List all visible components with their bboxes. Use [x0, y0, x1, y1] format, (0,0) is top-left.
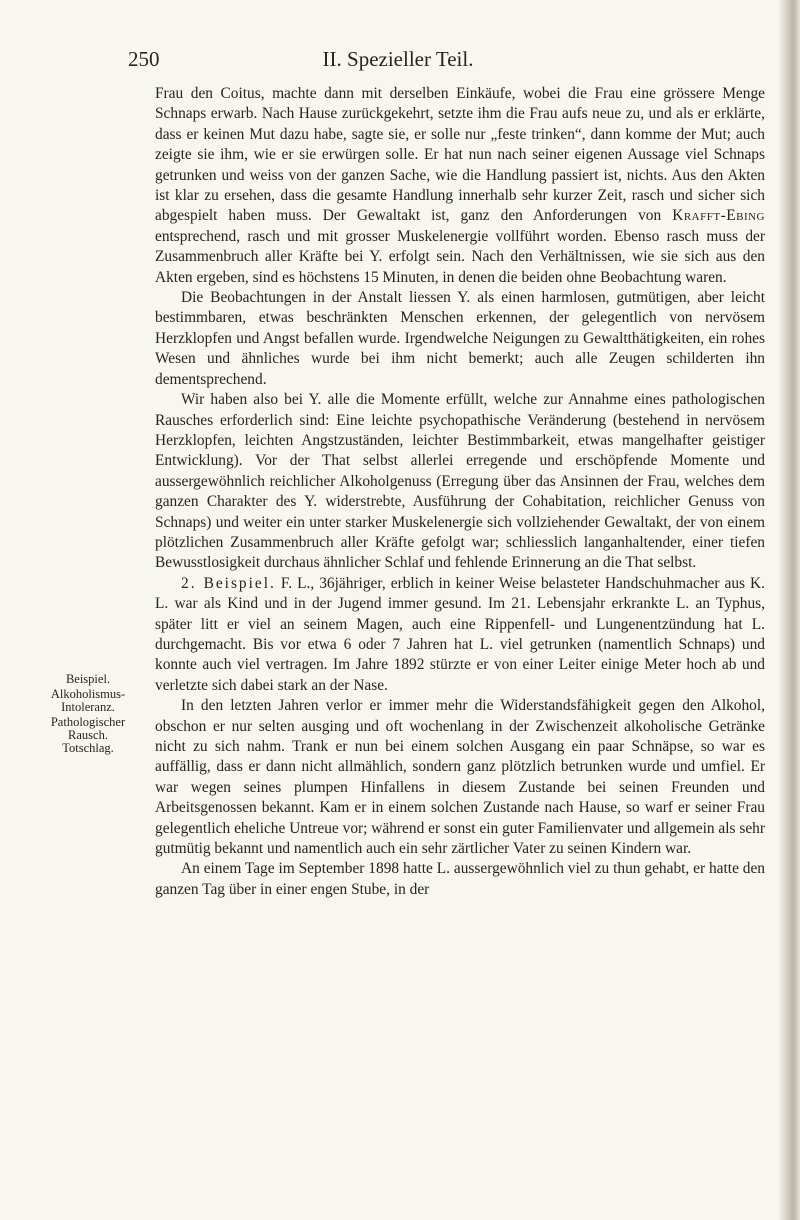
paragraph-1-continuation: entsprechend, rasch und mit grosser Muskelenergie vollführt worden. Ebenso rasch muss der Zusammenbruch aller Kräfte bei Y. erfolgt sein. Nach den Verhältnissen, wie sie sich aus den Akten ergeben, sind es höchstens 15 Minuten, in denen die beiden ohne Beobachtung waren. — [155, 227, 765, 286]
margin-note-pathologischer: Pathologischer — [50, 715, 126, 729]
margin-note-totschlag: Totschlag. — [62, 741, 114, 755]
paragraph-5: In den letzten Jahren verlor er immer mehr die Widerstandsfähigkeit gegen den Alkohol, obschon er nur selten ausging und oft wochenlang in der Zwischenzeit alkoholische Getränke nicht zu sich nahm. Trank er nun bei einem solchen Ausgang ein paar Schnäpse, so war es auffällig, dass er dann nicht allmählich, sondern ganz plötzlich betrunken wurde und umfiel. Er war wegen seines plumpen Hinfallens in diesem Zustande bei seinen Freunden und Arbeitsgenossen bekannt. Kam er in einem solchen Zustande nach Hause, so warf er seiner Frau gelegentlich eheliche Untreue vor; während er sonst ein guter Familienvater und allgemein als sehr gutmütig bekannt und namentlich auch ein sehr zärtlicher Vater zu seinen Kindern war. — [155, 697, 765, 858]
example-paragraph — [155, 574, 765, 696]
paragraph-3: Wir haben also bei Y. alle die Momente erfüllt, welche zur Annahme eines pathologischen Rausches erforderlich sind: Eine leichte psychopathische Veränderung (bestehend in nervösem Herzklopfen, leichten Angstzuständen, leichter Bestimmbarkeit, etwas mangelhafter geistiger Entwicklung). Vor der That selbst allerlei erregende und erschöpfende Momente und aussergewöhnlich reichlicher Alkoholgenuss (Erregung über das Ansinnen der Frau, welches dem ganzen Charakter des Y. widerstrebte, Ausführung der Cohabitation, reichlicher Genuss von Schnaps) und weiter ein unter starker Muskelenergie sich vollziehender Gewaltakt, der von einem plötzlichen Zusammenbruch aller Kräfte gefolgt war; schliesslich langanhaltender, einer tiefen Bewusstlosigkeit durchaus ähnlicher Schlaf und fehlende Erinnerung an die That selbst. — [155, 391, 765, 572]
page-edge-shadow — [778, 0, 800, 1220]
paragraph-1-text: Frau den Coitus, machte dann mit derselben Einkäufe, wobei die Frau eine grössere Menge Schnaps erwarb. Nach Hause zurückgekehrt, setzte ihm die Frau aufs neue zu, und als er erklärte, dass er keinen Mut dazu habe, sagte sie, er solle nur „feste trinken“, dann komme der Mut; auch zeigte sie ihm, wie er sie erwürgen solle. Er hat nun nach seiner eigenen Aussage viel Schnaps getrunken und weiss von der ganzen Sache, wie die Handlung passiert ist, nichts. Aus den Akten ist klar zu ersehen, dass die gesamte Handlung innerhalb sehr kurzer Zeit, rasch und sicher sich abgespielt haben muss. Der Gewaltakt ist, ganz den Anforderungen von — [155, 85, 765, 225]
paragraph-6: An einem Tage im September 1898 hatte L. aussergewöhnlich viel zu thun gehabt, er hatte den ganzen Tag über in einer engen Stube, in der — [155, 860, 765, 898]
author-name: Krafft-Ebing — [672, 207, 765, 225]
paragraph-1 — [155, 84, 765, 288]
paragraph-2: Die Beobachtungen in der Anstalt liessen Y. als einen harmlosen, gutmütigen, aber leicht bestimmbaren, etwas beschränkten Menschen erkennen, der gelegentlich von nervösem Herzklopfen und Angst befallen wurde. Irgendwelche Neigungen zu Gewaltthätigkeiten, ein rohes Wesen und ähnliches wurde bei ihm nicht bemerkt; auch alle Zeugen schilderten ihn dementsprechend. — [155, 289, 765, 388]
margin-note-alkoholismus: Alkoholismus- — [50, 687, 126, 701]
running-title: II. Spezieller Teil. — [322, 47, 474, 71]
margin-notes — [28, 673, 148, 755]
page-number: 250 — [128, 47, 160, 71]
example-label: 2. Beispiel. — [181, 574, 276, 592]
margin-note-intoleranz: Intoleranz. — [61, 700, 115, 714]
margin-note-rausch: Rausch. — [68, 728, 108, 742]
margin-note-beispiel: Beispiel. — [65, 672, 111, 686]
example-text: F. L., 36jähriger, erblich in keiner Weise belasteter Handschuhmacher aus K. L. war als Kind und in der Jugend immer gesund. Im 21. Lebensjahr erkrankte L. an Typhus, später litt er viel an seinem Magen, auch eine Rippenfell- und Lungenentzündung hat L. durchgemacht. Bis vor etwa 6 oder 7 Jahren hat L. viel getrunken (namentlich Schnaps) und konnte auch viel vertragen. Im Jahre 1892 stürzte er von einer Leiter einige Meter hoch ab und verletzte sich dabei stark an der Nase. — [155, 574, 766, 694]
page-header — [128, 47, 668, 77]
body-text — [155, 84, 765, 900]
